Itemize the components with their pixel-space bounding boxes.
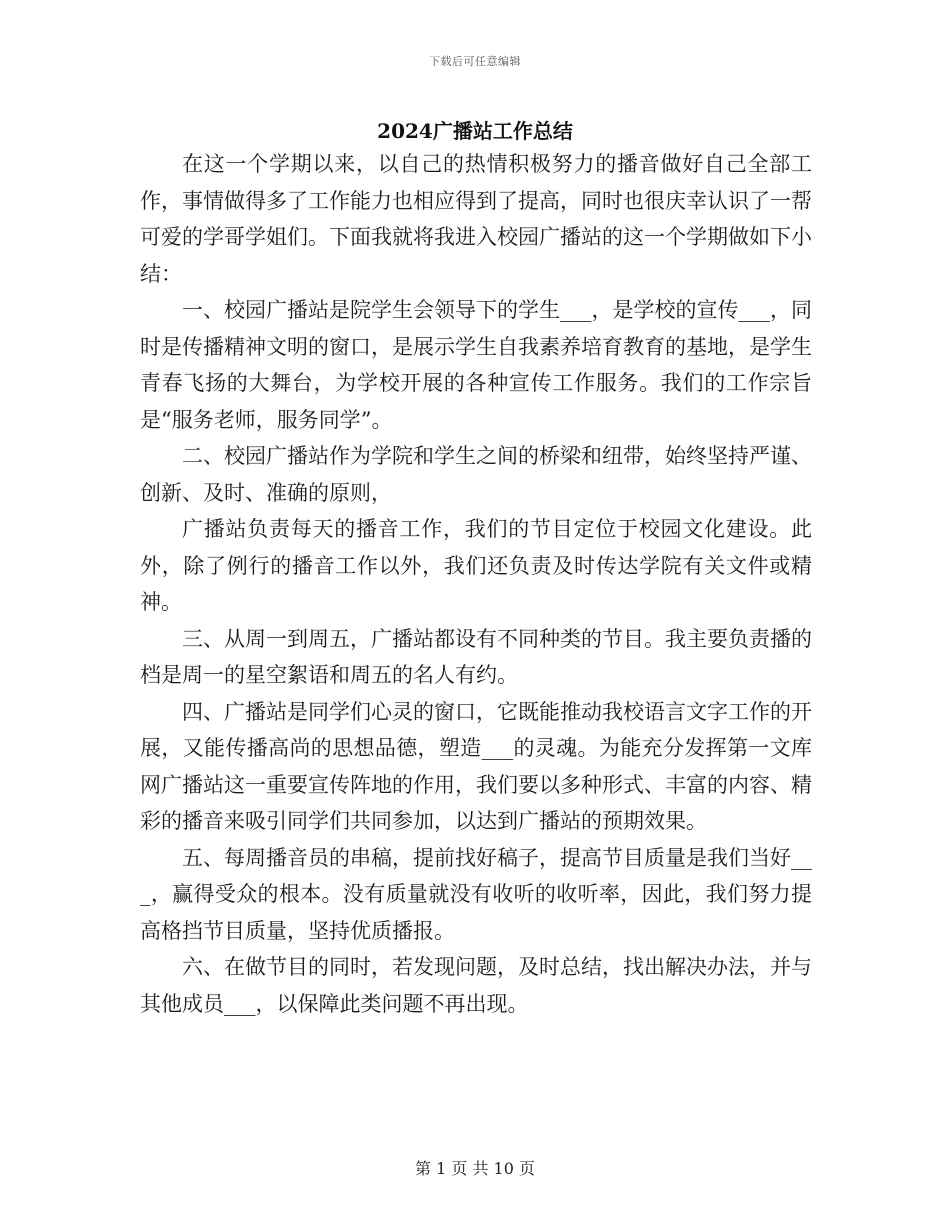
document-title: 2024广播站工作总结 [377, 119, 573, 143]
paragraph-section-5: 五、每周播音员的串稿，提前找好稿子，提高节目质量是我们当好___，赢得受众的根本。没有质量就没有收听的收听率，因此，我们努力提高格挡节目质量，坚持优质播报。 [140, 845, 812, 943]
paragraph-section-3: 三、从周一到周五，广播站都设有不同种类的节目。我主要负责播的档是周一的星空絮语和周五的名人有约。 [140, 626, 812, 687]
header-note: 下载后可任意编辑 [429, 55, 521, 68]
paragraph-section-2-continued: 广播站负责每天的播音工作，我们的节目定位于校园文化建设。此外，除了例行的播音工作以外，我们还负责及时传达学院有关文件或精神。 [140, 517, 812, 614]
paragraph-section-6: 六、在做节目的同时，若发现问题，及时总结，找出解决办法，并与其他成员___，以保障此类问题不再出现。 [140, 955, 812, 1016]
document-body [140, 146, 812, 1022]
paragraph-intro: 在这一个学期以来，以自己的热情积极努力的播音做好自己全部工作，事情做得多了工作能力也相应得到了提高，同时也很庆幸认识了一帮可爱的学哥学姐们。下面我就将我进入校园广播站的这一个学期做如下小结： [140, 152, 812, 286]
paragraph-section-2: 二、校园广播站作为学院和学生之间的桥梁和纽带，始终坚持严谨、创新、及时、准确的原则， [140, 444, 812, 505]
paragraph-section-4: 四、广播站是同学们心灵的窗口，它既能推动我校语言文字工作的开展，又能传播高尚的思想品德，塑造___的灵魂。为能充分发挥第一文库网广播站这一重要宣传阵地的作用，我们要以多种形式、丰富的内容、精彩的播音来吸引同学们共同参加，以达到广播站的预期效果。 [140, 699, 812, 833]
paragraph-section-1: 一、校园广播站是院学生会领导下的学生___，是学校的宣传___，同时是传播精神文明的窗口，是展示学生自我素养培育教育的基地，是学生青春飞扬的大舞台，为学校开展的各种宣传工作服务。我们的工作宗旨是“服务老师，服务同学”。 [140, 298, 812, 432]
page-number-footer: 第 1 页 共 10 页 [415, 1159, 535, 1178]
